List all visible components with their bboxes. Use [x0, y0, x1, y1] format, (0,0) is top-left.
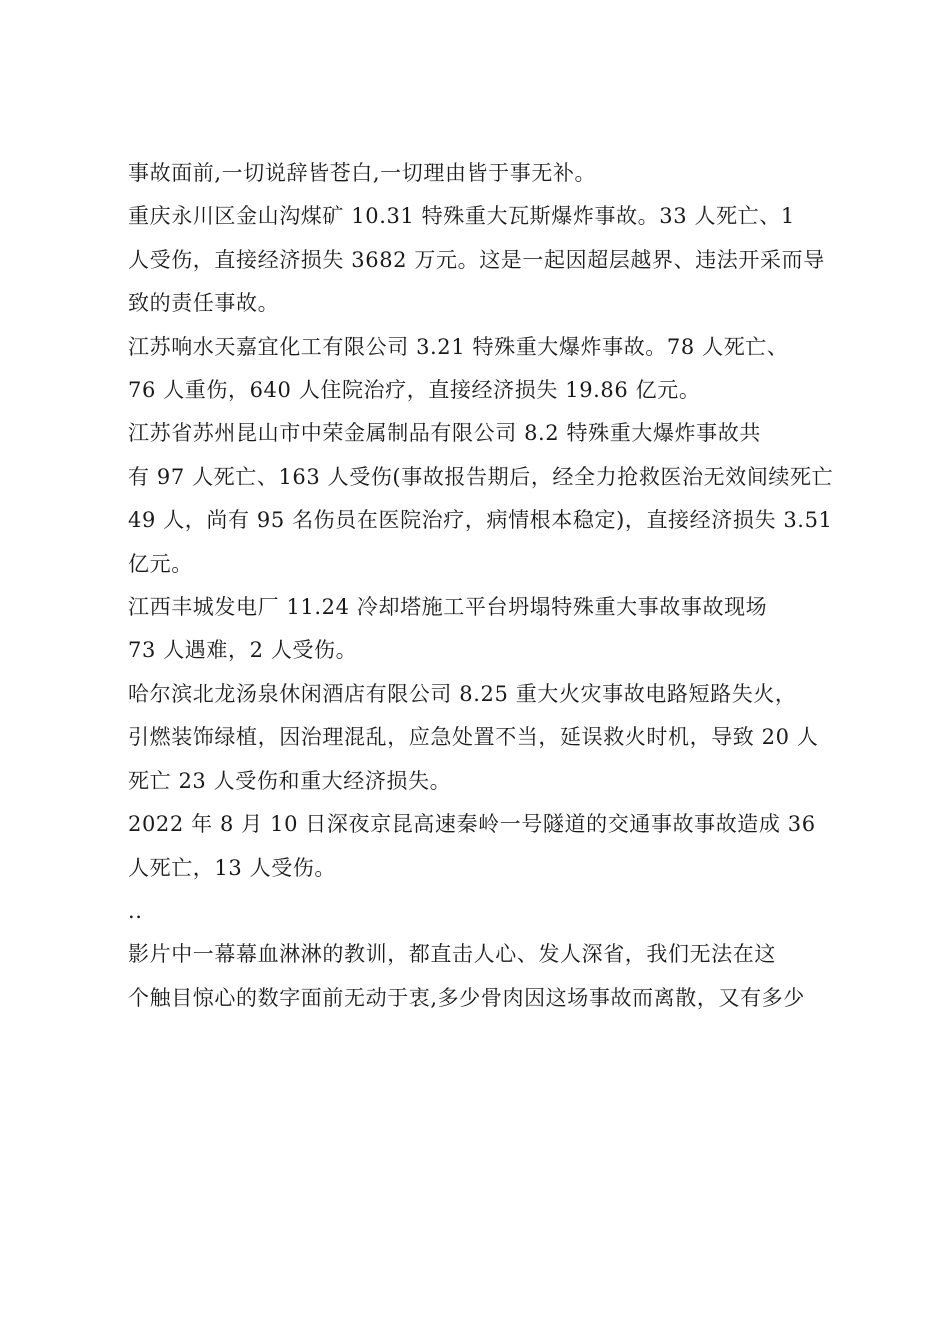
paragraph-kunshan-accident: 江苏省苏州昆山市中荣金属制品有限公司 8.2 特殊重大爆炸事故共 有 97 人死亡、163 人受伤(事故报告期后，经全力抢救医治无效间续死亡 49 人，尚有 95 名伤员在医院治疗，病情根本稳定)，直接经济损失 3.51 亿元。 [128, 421, 834, 576]
paragraph-ellipsis: .. [128, 898, 143, 923]
document-body [128, 152, 836, 1020]
paragraph-qinling-accident: 2022 年 8 月 10 日深夜京昆高速秦岭一号隧道的交通事故事故造成 36 人死亡，13 人受伤。 [128, 812, 816, 880]
paragraph-chongqing-accident: 重庆永川区金山沟煤矿 10.31 特殊重大瓦斯爆炸事故。33 人死亡、1 人受伤，直接经济损失 3682 万元。这是一起因超层越界、违法开采而导 致的责任事故。 [128, 204, 825, 316]
paragraph-xiangshui-accident: 江苏响水天嘉宜化工有限公司 3.21 特殊重大爆炸事故。78 人死亡、 76 人重伤，640 人住院治疗，直接经济损失 19.86 亿元。 [128, 334, 789, 403]
paragraph-fengcheng-accident: 江西丰城发电厂 11.24 冷却塔施工平台坍塌特殊重大事故事故现场 73 人遇难，2 人受伤。 [128, 595, 768, 663]
paragraph-intro: 事故面前,一切说辞皆苍白,一切理由皆于事无补。 [128, 161, 597, 185]
paragraph-harbin-accident: 哈尔滨北龙汤泉休闲酒店有限公司 8.25 重大火灾事故电路短路失火， 引燃装饰绿植，因治理混乱，应急处置不当，延误救火时机，导致 20 人 死亡 23 人受伤和重大经济损失。 [128, 681, 819, 793]
paragraph-reflection: 影片中一幕幕血淋淋的教训，都直击人心、发人深省，我们无法在这 个触目惊心的数字面前无动于衷,多少骨肉因这场事故而离散，又有多少 [128, 942, 805, 1010]
